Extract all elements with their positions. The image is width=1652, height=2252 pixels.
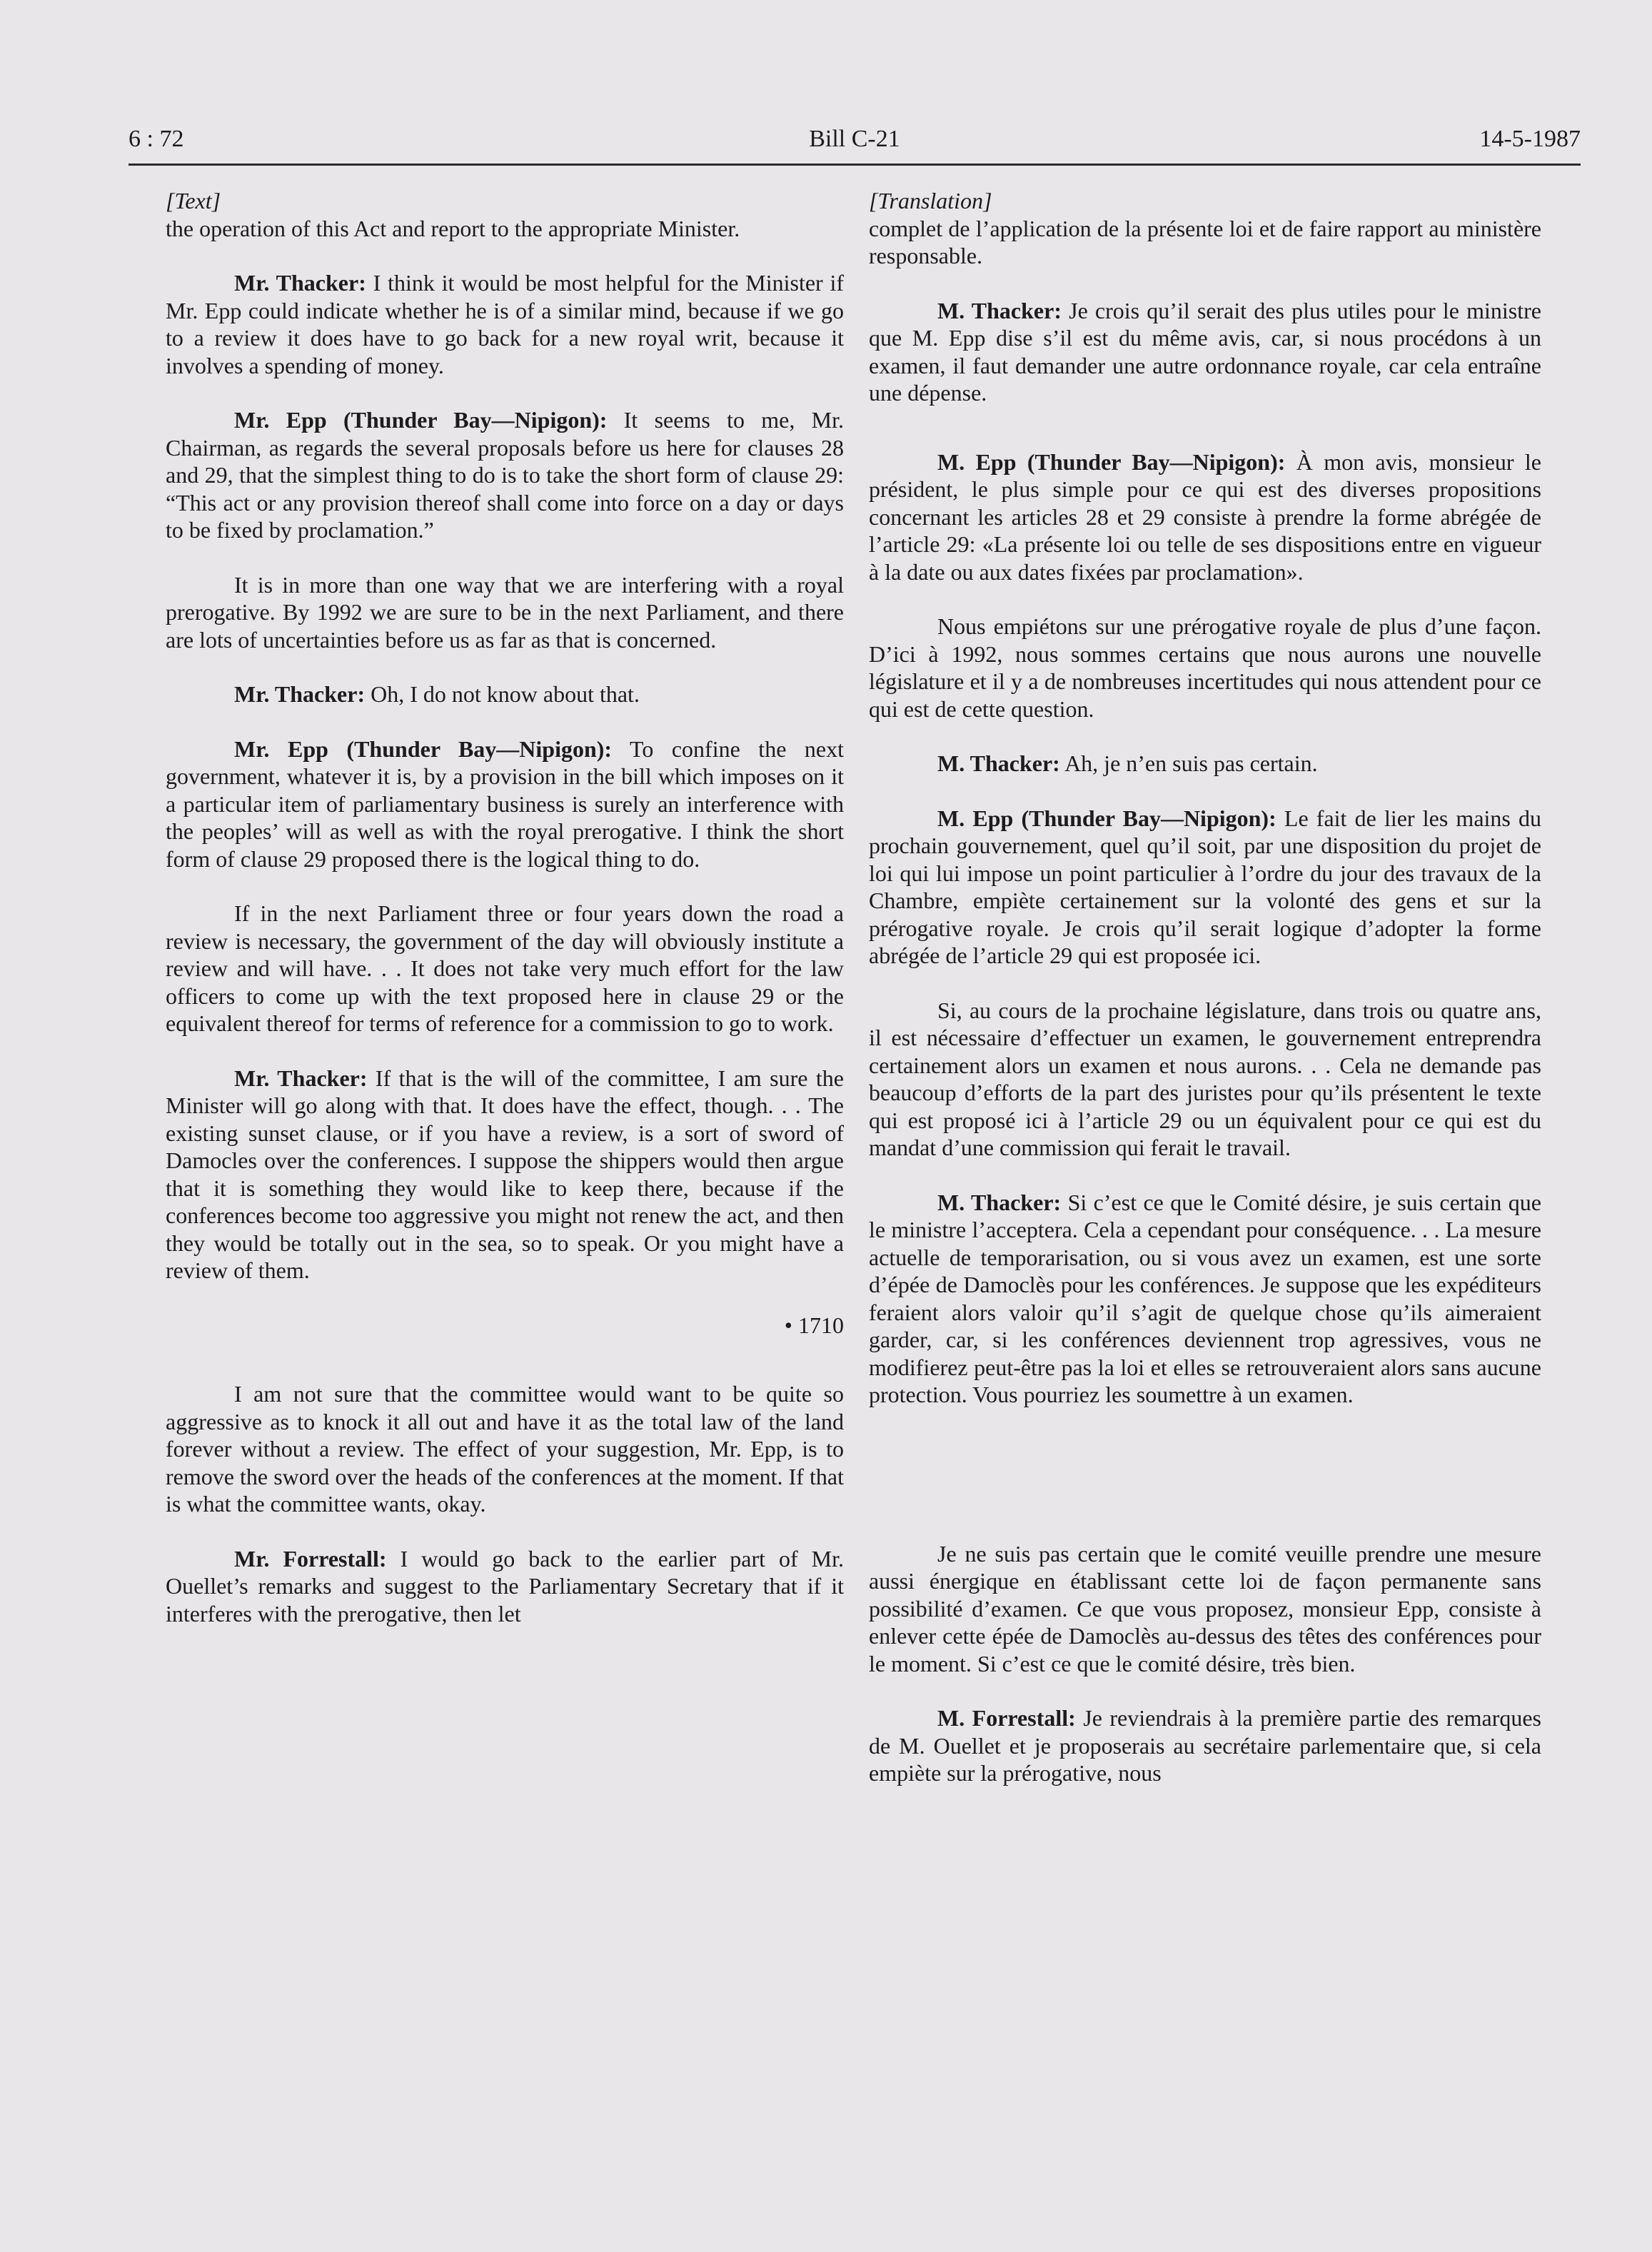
time-marker: • 1710 <box>784 1312 844 1338</box>
speech-text: If that is the will of the committee, I am sure the Minister will go along with that. It does have the effect, though. . . The existing sunset clause, or if you have a review, is a sort of sword of Damocles over the conferences. I suppose the shippers would then argue that it is something they would like to keep there, because if the conferences become too aggressive you might not renew the act, and then they would be totally out in the sea, so to speak. Or you might have a review of them. <box>166 1065 845 1283</box>
paragraph <box>166 1380 844 1518</box>
paragraph <box>869 750 1541 778</box>
paragraph <box>166 680 844 708</box>
speaker-name: M. Epp (Thunder Bay—Nipigon): <box>937 448 1286 475</box>
column-heading: [Text] <box>166 188 221 213</box>
speech-text: À mon avis, monsieur le président, le plus simple pour ce qui est des diverses propositions concernant les articles 28 et 29 consiste à prendre la forme abrégée de l’article 29: «La présente loi ou telle de ses dispositions entre en vigueur à la date ou aux dates fixées par proclamation». <box>869 448 1542 585</box>
speaker-name: M. Thacker: <box>937 297 1062 323</box>
paragraph <box>869 448 1541 586</box>
speech-text: I think it would be most helpful for the Minister if Mr. Epp could indicate whether he is of a similar mind, because if we go to a review it does have to go back for a new royal writ, because it involves a spending of money. <box>166 270 845 378</box>
speech-text: Le fait de lier les mains du prochain gouvernement, quel qu’il soit, par une disposition du projet de loi qui lui impose un point particulier à l’ordre du jour des travaux de la Chambre, empiète certainement sur la volonté des gens et sur la prérogative royale. Je crois qu’il serait logique d’adopter la forme abrégée de l’article 29 qui est proposée ici. <box>869 805 1542 968</box>
speech-text: Je crois qu’il serait des plus utiles pour le ministre que M. Epp dise s’il est du même avis, car, si nous procédons à un examen, il faut demander une autre ordonnance royale, car cela entraîne une dépense. <box>869 297 1542 406</box>
paragraph <box>166 406 844 544</box>
paragraph <box>869 997 1541 1162</box>
paragraph <box>166 1065 844 1285</box>
paragraph <box>166 900 844 1037</box>
speaker-name: M. Thacker: <box>937 1189 1062 1215</box>
continuation-text: the operation of this Act and report to the appropriate Minister. <box>166 215 740 241</box>
paragraph <box>869 297 1541 407</box>
french-column <box>869 187 1541 1814</box>
paragraph <box>166 269 844 379</box>
page-header <box>129 126 1581 161</box>
speech-text: To confine the next government, whatever it is, by a provision in the bill which imposes on it a particular item of parliamentary business is surely an interference with the peoples’ will as well as with the royal prerogative. I think the short form of clause 29 proposed there is the logical thing to do. <box>166 735 845 872</box>
speaker-name: Mr. Epp (Thunder Bay—Nipigon): <box>234 735 613 762</box>
paragraph <box>166 571 844 654</box>
paragraph <box>869 1704 1541 1787</box>
speaker-name: Mr. Epp (Thunder Bay—Nipigon): <box>234 407 608 433</box>
column-heading: [Translation] <box>869 188 992 213</box>
speaker-name: Mr. Thacker: <box>234 270 366 296</box>
speech-text: I am not sure that the committee would want to be quite so aggressive as to knock it all out and have it as the total law of the land forever without a review. The effect of your suggestion, Mr. Epp, is to remove the sword over the heads of the conferences at the moment. If that is what the committee wants, okay. <box>166 1381 844 1517</box>
paragraph <box>166 1545 844 1628</box>
speech-text: It is in more than one way that we are interfering with a royal prerogative. By 1992 we are sure to be in the next Parliament, and there are lots of uncertainties before us as far as that is concerned. <box>166 571 844 653</box>
paragraph <box>869 805 1541 970</box>
speech-text: Si c’est ce que le Comité désire, je suis certain que le ministre l’acceptera. Cela a cependant pour conséquence. . . La mesure actuelle de temporarisation, ou si vous avez un examen, est une sorte d’épée de Damoclès pour les conférences. Je suppose que les expéditeurs feraient alors valoir qu’il s’agit de quelque chose qu’ils aimeraient garder, car, si les conférences deviennent trop agressives, vous ne modifierez peut-être pas la loi et elles se retrouveraient alors sans aucune protection. Vous pourriez les soumettre à un examen. <box>869 1189 1542 1407</box>
paragraph <box>869 613 1541 723</box>
speech-text: Si, au cours de la prochaine législature, dans trois ou quatre ans, il est nécessaire d’effectuer un examen, le gouvernement entreprendra certainement alors un examen et nous aurons. . . Cela ne demande pas beaucoup d’efforts de la part des juristes pour qu’ils présentent le texte qui est proposé ici à l’article 29 ou un équivalent pour ce qui est du mandat d’une commission qui ferait le travail. <box>869 997 1541 1160</box>
speech-text: Nous empiétons sur une prérogative royale de plus d’une façon. D’ici à 1992, nous sommes certains que nous aurons une nouvelle législature et il y a de nombreuses incertitudes qui nous attendent pour ce qui est de cette question. <box>869 613 1541 722</box>
speech-text: If in the next Parliament three or four years down the road a review is necessary, the government of the day will obviously institute a review and will have. . . It does not take very much effort for the law officers to come up with the text proposed here in clause 29 or the equivalent thereof for terms of reference for a commission to go to work. <box>166 900 844 1036</box>
speaker-name: M. Epp (Thunder Bay—Nipigon): <box>937 805 1276 831</box>
speech-text: It seems to me, Mr. Chairman, as regards the several proposals before us here for clauses 28 and 29, that the simplest thing to do is to take the short form of clause 29: “This act or any provision thereof shall come into force on a day or days to be fixed by proclamation.” <box>166 407 845 543</box>
speaker-name: Mr. Forrestall: <box>234 1545 387 1572</box>
speaker-name: Mr. Thacker: <box>234 1065 368 1091</box>
speech-text: Oh, I do not know about that. <box>365 681 640 707</box>
page-date: 14-5-1987 <box>1479 126 1581 152</box>
page-number: 6 : 72 <box>129 126 184 152</box>
paragraph <box>869 1189 1541 1409</box>
continuation-text: complet de l’application de la présente loi et de faire rapport au ministère responsable. <box>869 215 1541 268</box>
speech-text: I would go back to the earlier part of Mr. Ouellet’s remarks and suggest to the Parliamentary Secretary that if it interferes with the prerogative, then let <box>166 1545 845 1627</box>
english-column <box>166 187 844 1654</box>
paragraph <box>869 1540 1541 1678</box>
spacer <box>869 1436 1541 1540</box>
speech-text: Je reviendrais à la première partie des remarques de M. Ouellet et je proposerais au secrétaire parlementaire que, si cela empiète sur la prérogative, nous <box>869 1705 1542 1786</box>
speech-text: Ah, je n’en suis pas certain. <box>1059 750 1318 776</box>
paragraph <box>166 735 844 873</box>
speaker-name: M. Forrestall: <box>937 1705 1076 1731</box>
header-rule <box>129 164 1581 166</box>
bill-title: Bill C-21 <box>809 126 900 152</box>
speaker-name: M. Thacker: <box>937 750 1060 776</box>
spacer <box>869 434 1541 448</box>
speaker-name: Mr. Thacker: <box>234 681 366 707</box>
speech-text: Je ne suis pas certain que le comité veuille prendre une mesure aussi énergique en établissant cette loi de façon permanente sans possibilité d’examen. Ce que vous proposez, monsieur Epp, consiste à enlever cette épée de Damoclès au-dessus des têtes des conférences pour le moment. Si c’est ce que le comité désire, très bien. <box>869 1540 1541 1677</box>
